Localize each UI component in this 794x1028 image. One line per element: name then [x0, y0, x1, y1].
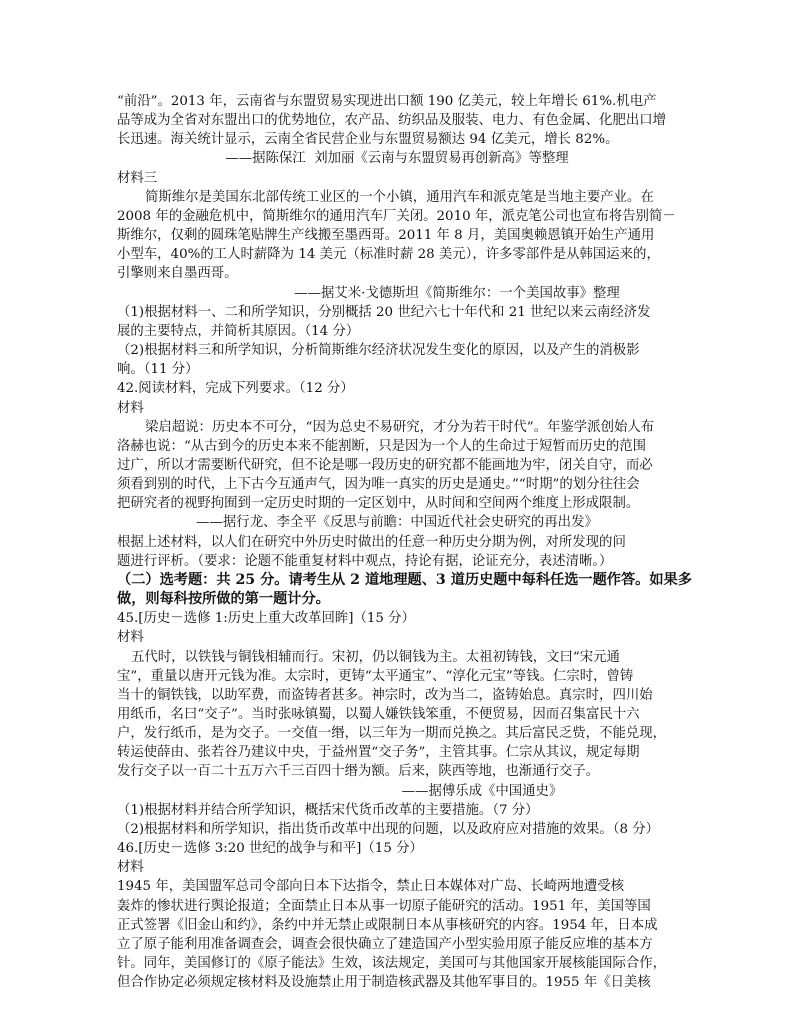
text-line: 斯维尔，仅剩的圆珠笔贴牌生产线搬至墨西哥。2011 年 8 月，美国奥赖恩镇开始生产通用: [117, 228, 655, 244]
source-citation: ——据艾米·戈德斯坦《简斯维尔：一个美国故事》整理: [294, 285, 620, 301]
text-line: 针。同年，美国修订的《原子能法》生效，该法规定，美国可与其他国家开展核能国际合作，: [117, 956, 667, 972]
question-line: 根据上述材料，以人们在研究中外历史时做出的任意一种历史分期为例，对所发现的问: [117, 534, 626, 550]
document-page: [117, 92, 692, 992]
question-line: （1)根据材料并结合所学知识，概括宋代货币改革的主要措施。（7 分）: [117, 802, 539, 818]
text-line: 品等成为全省对东盟出口的优势地位，农产品、纺织品及服装、电力、有色金属、化肥出口增: [117, 113, 667, 129]
text-line: 当十的铜铁钱，以助军费，而盗铸者甚多。神宗时，改为当二，盗铸始息。真宗时，四川始: [117, 687, 653, 703]
question-line: （2)根据材料三和所学知识，分析简斯维尔经济状况发生变化的原因，以及产生的消极影: [117, 343, 640, 359]
text-line: 宝”，重量以唐开元钱为准。太宗时，更铸“太平通宝”、“淳化元宝”等钱。仁宗时，曾铸: [117, 668, 634, 684]
source-citation: ——据傅乐成《中国通史》: [401, 783, 563, 799]
question-line: （1)根据材料一、二和所学知识，分别概括 20 世纪六七十年代和 21 世纪以来云南经济发: [117, 304, 651, 320]
text-line: 梁启超说：历史本不可分，“因为总史不易研究，才分为若干时代”。年鉴学派创始人布: [145, 419, 655, 435]
text-line: 2008 年的金融危机中，简斯维尔的通用汽车厂关闭。2010 年，派克笔公司也宣布将告别简－: [117, 208, 676, 224]
text-line: 把研究者的视野拘囿到一定历史时期的一定区划中，从时间和空间两个维度上形成限制。: [117, 496, 640, 512]
text-line: 过广，所以才需要断代研究，但不论是哪一段历史的研究都不能画地为牢，闭关自守，而必: [117, 457, 653, 473]
text-line: 须看到别的时代，上下古今互通声气，因为唯一真实的历史是通史。”“时期”的划分往往会: [117, 477, 640, 493]
text-line: 发行交子以一百二十五万六千三百四十缗为额。后来，陕西等地，也渐通行交子。: [117, 764, 600, 780]
question-heading: 46.[历史－选修 3:20 世纪的战争与和平]（15 分）: [117, 841, 423, 857]
text-line: 简斯维尔是美国东北部传统工业区的一个小镇，通用汽车和派克笔是当地主要产业。在: [145, 189, 654, 205]
text-line: 引擎则来自墨西哥。: [117, 266, 238, 282]
question-line: （2)根据材料和所学知识，指出货币改革中出现的问题，以及政府应对措施的效果。（8 分）: [117, 821, 660, 837]
text-line: 小型车，40%的工人时薪降为 14 美元（标准时薪 28 美元），许多零部件是从韩国运来的，: [117, 247, 660, 263]
section-heading: 做，则每科按所做的第一题计分。: [117, 591, 330, 608]
text-line: 但合作协定必须规定核材料及设施禁止用于制造核武器及其他军事目的。1955 年《日美核: [117, 975, 651, 991]
material-heading: 材料: [117, 400, 144, 416]
text-line: 正式签署《旧金山和约》，条约中并无禁止或限制日本从事核研究的内容。1954 年，日本成: [117, 917, 658, 933]
text-line: 五代时，以铁钱与铜钱相辅而行。宋初，仍以铜钱为主。太祖初铸钱，文曰“宋元通: [131, 649, 620, 665]
text-line: 户，发行纸币，是为交子。一交值一缗，以三年为一期而兑换之。其后富民乏赀，不能兑现，: [117, 726, 667, 742]
text-line: 洛赫也说：“从古到今的历史本来不能割断，只是因为一个人的生命过于短暂而历史的范围: [117, 438, 647, 454]
section-heading: （二）选考题：共 25 分。请考生从 2 道地理题、3 道历史题中每科任选一题作答。如果多: [117, 571, 692, 588]
source-citation: ——据陈保江 刘加丽《云南与东盟贸易再创新高》等整理: [225, 151, 569, 167]
text-line: 转运使薛由、张若谷乃建议中央，于益州置“交子务”，主管其事。仁宗从其议，规定每期: [117, 745, 640, 761]
text-line: “前沿”。2013 年，云南省与东盟贸易实现进出口额 190 亿美元，较上年增长 61%.机电产: [117, 94, 657, 109]
material-heading: 材料三: [117, 170, 158, 186]
question-line: 展的主要特点，并简析其原因。（14 分）: [117, 323, 360, 339]
question-line: 响。（11 分）: [117, 362, 199, 378]
text-line: 用纸币，名曰“交子”。当时张咏镇蜀，以蜀人嫌铁钱笨重，不便贸易，因而召集富民十六: [117, 707, 640, 722]
question-heading: 42.阅读材料，完成下列要求。（12 分）: [117, 381, 354, 397]
text-line: 轰炸的惨状进行舆论报道；全面禁止日本从事一切原子能研究的活动。1951 年，美国等国: [117, 898, 651, 914]
text-line: 立了原子能利用准备调查会，调查会很快确立了建造国产小型实验用原子能反应堆的基本方: [117, 936, 653, 952]
text-line: 1945 年，美国盟军总司令部向日本下达指令，禁止日本媒体对广岛、长崎两地遭受核: [117, 879, 625, 895]
question-line: 题进行评析。（要求：论题不能重复材料中观点，持论有据，论证充分，表述清晰。）: [117, 553, 613, 569]
material-heading: 材料: [117, 860, 144, 876]
source-citation: ——据行龙、李全平《反思与前瞻：中国近代社会史研究的再出发》: [196, 515, 598, 531]
material-heading: 材料: [117, 630, 144, 646]
question-heading: 45.[历史－选修 1:历史上重大改革回眸]（15 分）: [117, 611, 415, 627]
text-line: 长迅速。海关统计显示，云南全省民营企业与东盟贸易额达 94 亿美元，增长 82%。: [117, 132, 619, 148]
